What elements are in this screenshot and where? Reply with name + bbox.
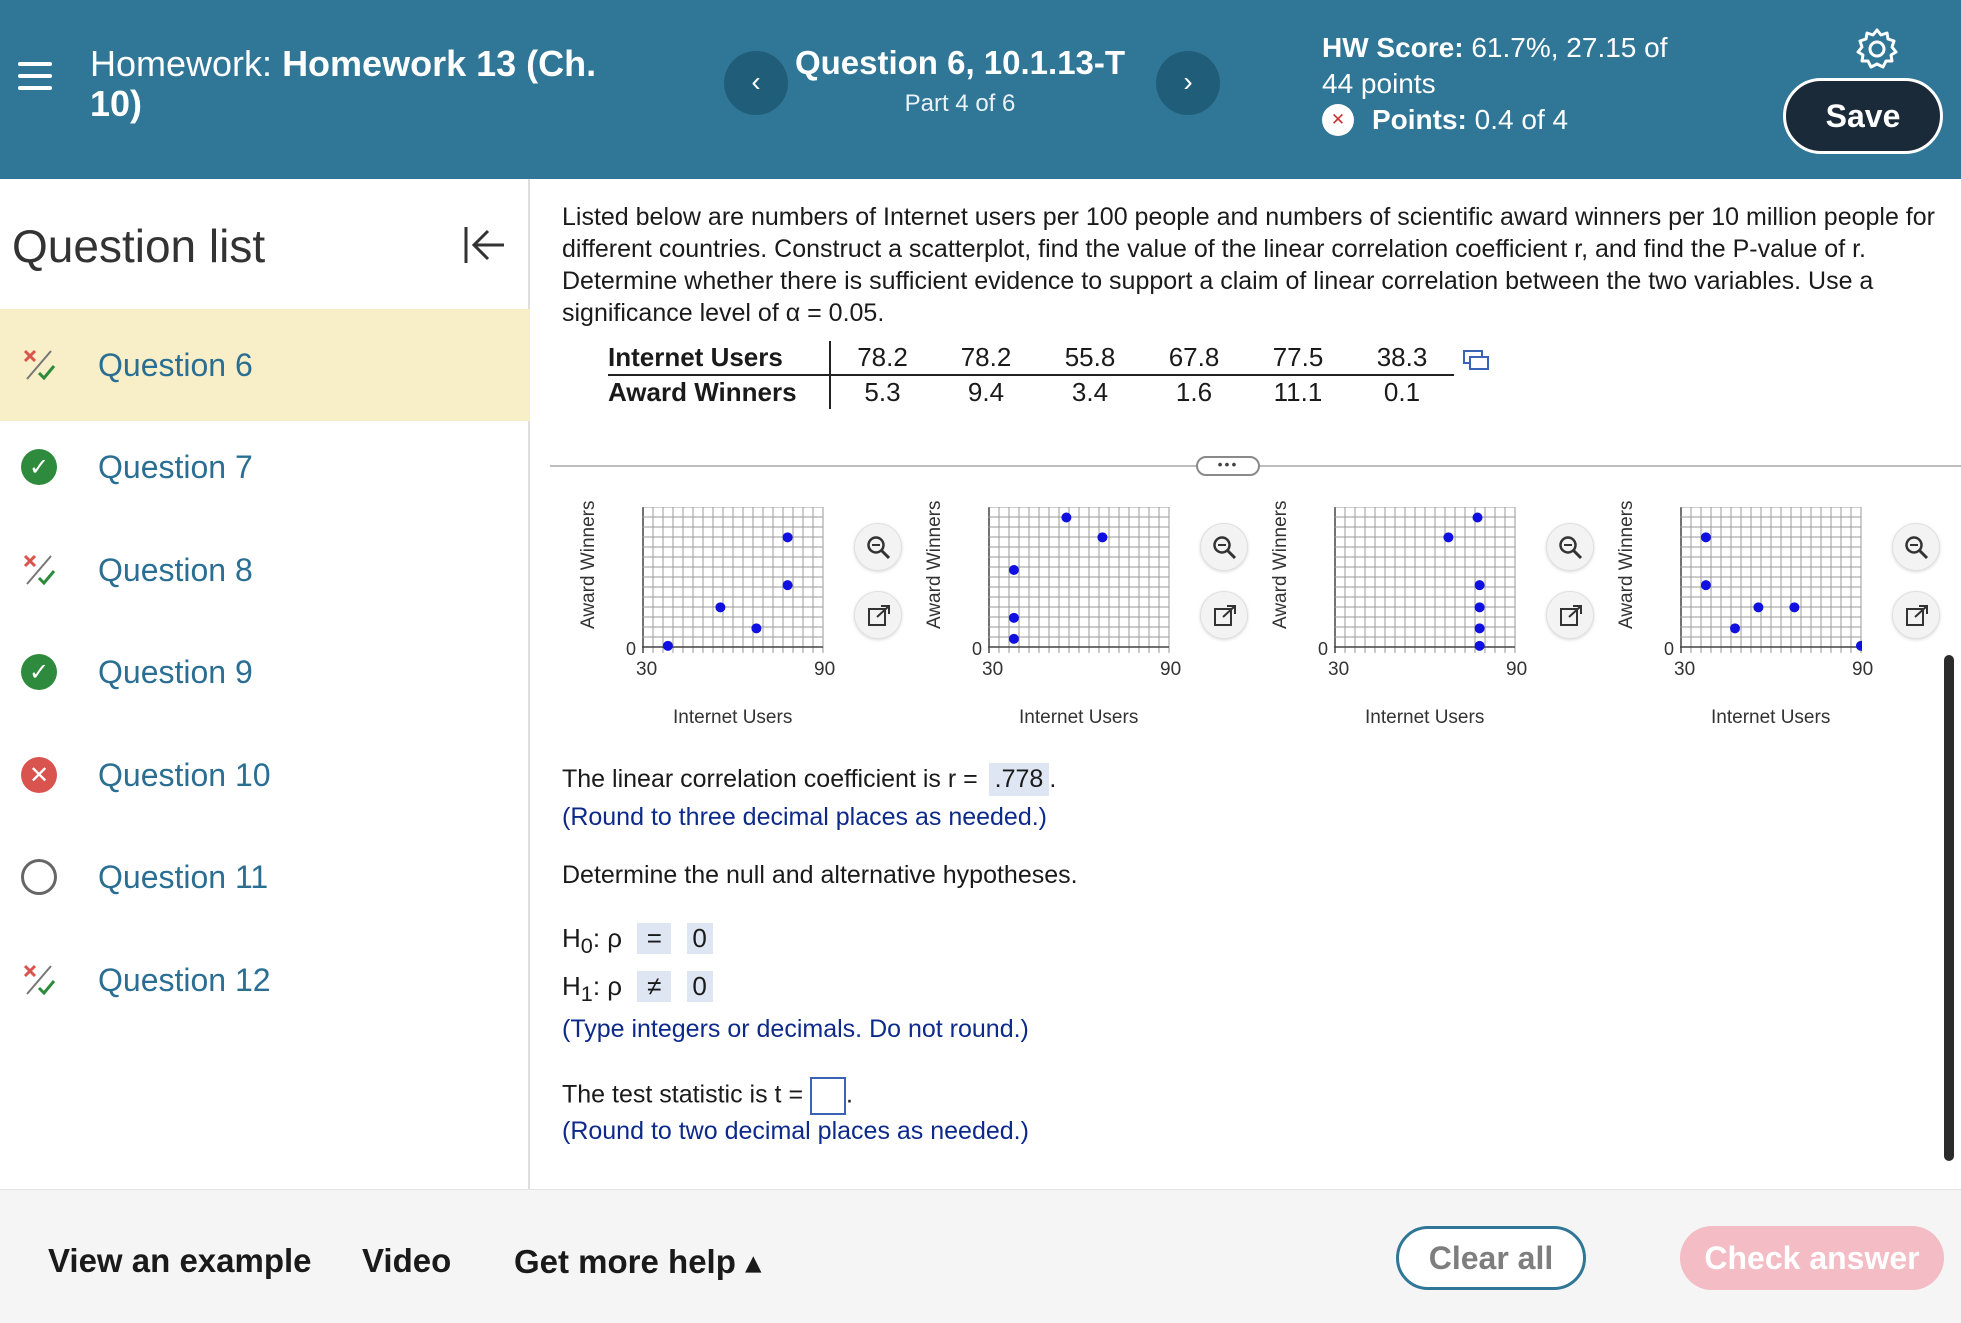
question-list-title: Question list [12, 220, 266, 272]
table-cell: 67.8 [1142, 341, 1246, 375]
h0-relation-select[interactable]: = [637, 923, 671, 954]
points-label: Points: [1372, 104, 1467, 135]
scatter-point [783, 532, 793, 542]
table-cell: 38.3 [1350, 341, 1454, 375]
table-cell: 1.6 [1175, 377, 1213, 407]
t-hint: (Round to two decimal places as needed.) [562, 1117, 1029, 1145]
y-axis-label: Award Winners [578, 500, 599, 629]
x-axis-label: Internet Users [1019, 707, 1139, 728]
check-answer-button[interactable]: Check answer [1680, 1226, 1944, 1290]
open-new-window-icon[interactable] [1200, 591, 1248, 639]
x-tick-label: 30 [982, 659, 1004, 680]
table-row [608, 341, 1454, 375]
h0-letter: H [562, 923, 581, 953]
save-button[interactable]: Save [1783, 78, 1943, 154]
sidebar-item-question-12[interactable] [0, 924, 530, 1036]
scatter-point [1475, 580, 1485, 590]
alternative-hypothesis [562, 971, 713, 1007]
sidebar-item-question-10[interactable] [0, 719, 530, 831]
sidebar-item-question-9[interactable] [0, 616, 530, 728]
scatterplot-option-4[interactable] [1616, 499, 1916, 729]
scatter-point [1701, 580, 1711, 590]
scatterplot-option-3[interactable] [1270, 499, 1570, 729]
y-tick-label: 0 [972, 639, 983, 659]
clear-all-button[interactable]: Clear all [1396, 1226, 1586, 1290]
sidebar-item-label: Question 11 [98, 858, 269, 895]
copy-data-icon[interactable] [1462, 349, 1490, 373]
hw-score-value: 61.7%, 27.15 of 44 points [1322, 32, 1668, 99]
sidebar-item-label: Question 12 [98, 961, 271, 998]
x-tick-label: 90 [1506, 659, 1528, 680]
sidebar-item-label: Question 8 [98, 551, 253, 588]
scatter-point [1009, 613, 1019, 623]
scatterplot-grid [1334, 507, 1516, 659]
x-tick-label: 90 [1852, 659, 1874, 680]
scatter-point [663, 641, 673, 651]
t-period: . [846, 1080, 853, 1109]
open-new-window-icon[interactable] [1892, 591, 1940, 639]
scatterplot-grid [1680, 507, 1862, 659]
previous-question-button[interactable]: ‹ [724, 51, 788, 115]
table-cell: 9.4 [967, 377, 1005, 407]
x-tick-label: 90 [1160, 659, 1182, 680]
magnify-icon[interactable] [1892, 523, 1940, 571]
top-header-bar [0, 0, 1961, 179]
scatter-point [1475, 641, 1485, 651]
t-prompt: The test statistic is t = [562, 1080, 804, 1109]
scatter-point [1009, 634, 1019, 644]
x-axis-label: Internet Users [1365, 707, 1485, 728]
scatter-point [1473, 513, 1483, 523]
null-hypothesis [562, 923, 713, 959]
x-tick-label: 90 [814, 659, 836, 680]
scatter-point [751, 623, 761, 633]
y-tick-label: 0 [626, 639, 637, 659]
table-cell: 0.1 [1383, 377, 1421, 407]
problem-prompt: Listed below are numbers of Internet users per 100 people and numbers of scientific award winners per 10 million people for different countries. Construct a scatterplot, find the value of the linear correlation coefficient r, and find the P-value of r. Determine whether there is sufficient evidence to support a claim of linear correlation between the two variables. Use a significance level of α = 0.05. [562, 203, 1935, 327]
collapse-sidebar-icon[interactable] [460, 221, 508, 269]
h0-subscript: 0 [580, 933, 593, 959]
data-table [608, 341, 1454, 409]
sidebar-item-question-6[interactable] [0, 309, 530, 421]
score-panel [1322, 30, 1702, 138]
sidebar-item-question-7[interactable] [0, 411, 530, 523]
table-cell: 55.8 [1038, 341, 1142, 375]
sidebar-item-label: Question 9 [98, 653, 253, 690]
settings-gear-icon[interactable] [1854, 26, 1900, 72]
partial-credit-icon: ✕ [1322, 104, 1354, 136]
homework-prefix: Homework: [90, 43, 273, 84]
hypotheses-hint: (Type integers or decimals. Do not round.) [562, 1015, 1029, 1043]
homework-name: Homework 13 (Ch. 10) [90, 43, 597, 124]
y-tick-label: 0 [1318, 639, 1329, 659]
r-hint: (Round to three decimal places as needed.) [562, 803, 1048, 831]
sidebar-item-label: Question 10 [98, 756, 271, 793]
open-new-window-icon[interactable] [854, 591, 902, 639]
x-tick-label: 30 [636, 659, 658, 680]
scatter-point [1701, 532, 1711, 542]
content-scrollbar[interactable] [1944, 655, 1954, 1161]
h1-subscript: 1 [580, 981, 593, 1007]
scatter-point [1097, 532, 1107, 542]
r-period: . [1049, 765, 1057, 793]
scatter-point [1443, 532, 1453, 542]
hypotheses-prompt: Determine the null and alternative hypotheses. [562, 861, 1078, 889]
menu-icon[interactable] [18, 62, 52, 96]
next-question-button[interactable]: › [1156, 51, 1220, 115]
r-answer-field[interactable]: .778 [989, 763, 1050, 796]
open-new-window-icon[interactable] [1546, 591, 1594, 639]
scatter-point [1009, 565, 1019, 575]
expand-more-dots[interactable]: ••• [1196, 456, 1260, 476]
x-tick-label: 30 [1674, 659, 1696, 680]
scatterplot-grid [642, 507, 824, 659]
table-cell: 3.4 [1071, 377, 1109, 407]
get-more-help-button[interactable]: Get more help ▴ [514, 1243, 762, 1280]
question-heading [790, 44, 1130, 118]
sidebar-item-question-11[interactable] [0, 821, 530, 933]
table-cell: 11.1 [1273, 377, 1323, 407]
scatter-point [1789, 602, 1799, 612]
hw-score-label: HW Score: [1322, 32, 1464, 63]
y-tick-label: 0 [1664, 639, 1675, 659]
t-answer-line [562, 1077, 853, 1115]
homework-title [90, 44, 650, 124]
question-content [532, 179, 1961, 1189]
partial-credit-icon [20, 346, 58, 384]
sidebar-item-question-8[interactable] [0, 514, 530, 626]
scatterplot-grid [988, 507, 1170, 659]
scatter-point [783, 580, 793, 590]
y-axis-label: Award Winners [1616, 500, 1637, 629]
x-tick-label: 30 [1328, 659, 1350, 680]
r-answer-line [562, 763, 1056, 796]
table-row [608, 375, 1454, 409]
incorrect-x-icon: ✕ [20, 756, 58, 794]
question-title: Question 6, 10.1.13-T [794, 44, 1126, 81]
scatterplot-option-1[interactable] [578, 499, 878, 729]
t-statistic-input[interactable] [810, 1077, 846, 1115]
r-prompt: The linear correlation coefficient is r = [562, 765, 978, 793]
h1-param: : ρ [592, 971, 623, 1001]
points-value: 0.4 of 4 [1474, 104, 1569, 135]
table-row-label: Internet Users [608, 341, 830, 375]
video-link[interactable]: Video [362, 1242, 452, 1279]
x-axis-label: Internet Users [1711, 707, 1831, 728]
table-cell: 78.2 [830, 341, 934, 375]
h0-param: : ρ [592, 923, 623, 953]
scatter-point [1753, 602, 1763, 612]
table-cell: 78.2 [934, 341, 1038, 375]
partial-credit-icon [20, 961, 58, 999]
scatterplot-option-2[interactable] [924, 499, 1224, 729]
question-list-sidebar [0, 179, 530, 1189]
table-cell: 77.5 [1246, 341, 1350, 375]
scatter-point [1730, 623, 1740, 633]
h1-value-field[interactable]: 0 [687, 971, 713, 1002]
magnify-icon[interactable] [1200, 523, 1248, 571]
unanswered-circle-icon [20, 858, 58, 896]
table-row-label: Award Winners [608, 375, 830, 409]
question-part: Part 4 of 6 [904, 90, 1016, 117]
scatter-point [1061, 513, 1071, 523]
h1-relation-select[interactable]: ≠ [637, 971, 671, 1002]
y-axis-label: Award Winners [1270, 500, 1291, 629]
scatter-point [715, 602, 725, 612]
magnify-icon[interactable] [854, 523, 902, 571]
sidebar-item-label: Question 7 [98, 448, 253, 485]
x-axis-label: Internet Users [673, 707, 793, 728]
partial-credit-icon [20, 551, 58, 589]
correct-check-icon: ✓ [20, 653, 58, 691]
scatter-point [1475, 602, 1485, 612]
sidebar-item-label: Question 6 [98, 346, 253, 383]
footer-bar [0, 1189, 1961, 1323]
h0-value-field[interactable]: 0 [687, 923, 713, 954]
magnify-icon[interactable] [1546, 523, 1594, 571]
scatter-point [1856, 641, 1862, 651]
correct-check-icon: ✓ [20, 448, 58, 486]
y-axis-label: Award Winners [924, 500, 945, 629]
h1-letter: H [562, 971, 581, 1001]
table-cell: 5.3 [864, 377, 901, 407]
view-example-link[interactable]: View an example [48, 1242, 312, 1279]
scatter-point [1475, 623, 1485, 633]
